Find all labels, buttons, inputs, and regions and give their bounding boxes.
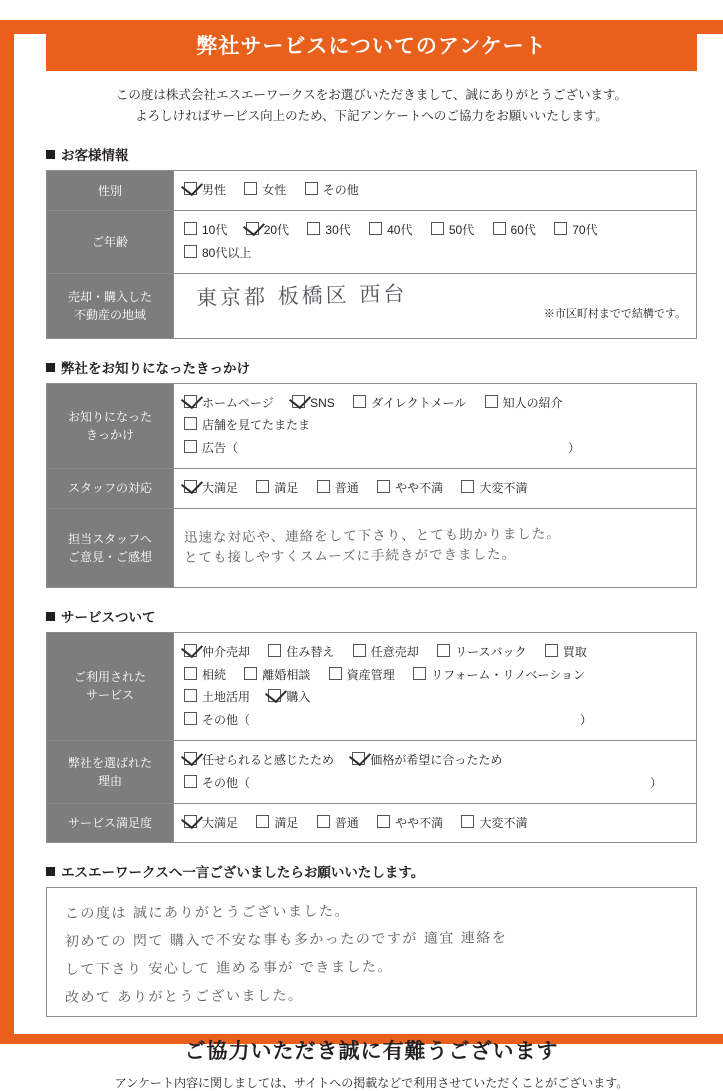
checkbox-trigger-referral[interactable]: [485, 392, 563, 415]
checkbox-label: 広告（: [202, 441, 239, 456]
checkbox-box-icon: [352, 752, 365, 765]
table-row-used-service: [47, 632, 697, 740]
row-label-gender: 性別: [47, 171, 174, 211]
checkbox-satisfaction-satisfied[interactable]: [256, 812, 298, 835]
checkbox-label: やや不満: [395, 815, 444, 830]
footer-note: アンケート内容に関しましては、サイトへの掲載などで利用させていただくことがございます。: [114, 1076, 629, 1091]
checkbox-staff-response-slightly-dissatisfied[interactable]: [377, 477, 443, 500]
checkbox-box-icon: [485, 395, 498, 408]
row-label-trigger: [47, 383, 174, 468]
region-handwritten-value: 東京都 板橋区 西台: [195, 281, 408, 310]
checkbox-staff-response-satisfied[interactable]: [256, 477, 298, 500]
checkbox-label: 離婚相談: [262, 667, 311, 682]
checkbox-label: 大満足: [202, 481, 239, 496]
checkbox-service-leaseback[interactable]: [437, 641, 526, 664]
intro-line-2: よろしければサービス向上のため、下記アンケートへのご協力をお願いいたします。: [135, 108, 608, 123]
checkbox-service-reform-renovation[interactable]: [413, 664, 585, 687]
checkbox-box-icon: [292, 395, 305, 408]
checkbox-box-icon: [184, 644, 197, 657]
checkbox-label: 70代: [572, 223, 598, 238]
checkbox-label: リフォーム・リノベーション: [431, 667, 586, 682]
checkbox-label: ダイレクトメール: [371, 395, 467, 410]
checkbox-age-50s[interactable]: [431, 219, 474, 242]
checkbox-box-icon: [353, 644, 366, 657]
row-field-staff-comment[interactable]: [174, 508, 697, 587]
checkbox-trigger-direct-mail[interactable]: [353, 392, 466, 415]
row-label-staff-comment-line-1: 担当スタッフへ: [68, 531, 152, 546]
checkbox-box-icon: [184, 417, 197, 430]
checkbox-label: 大変不満: [479, 481, 528, 496]
row-label-used-service-line-2: サービス: [85, 688, 134, 703]
age-options-row-1: [184, 219, 686, 242]
trigger-options-row-1: [184, 392, 686, 415]
checkbox-box-icon: [268, 689, 281, 702]
table-row-satisfaction: [47, 803, 697, 843]
section-heading-customer-info: [46, 144, 697, 164]
checkbox-label: その他（: [202, 775, 251, 790]
checkbox-label: やや不満: [395, 481, 444, 496]
thanks-message: ご協力いただき誠に有難うございます: [184, 1040, 559, 1064]
checkbox-age-80s-plus[interactable]: [184, 242, 251, 265]
trigger-options-row-2: [184, 414, 686, 460]
bullet-square-icon: [46, 867, 55, 876]
checkbox-label: リースバック: [455, 644, 527, 659]
checkbox-box-icon: [184, 480, 197, 493]
free-comment-box[interactable]: [46, 887, 697, 1017]
checkbox-label: 店舗を見てたまたま: [202, 418, 311, 433]
checkbox-age-70s[interactable]: [554, 219, 597, 242]
checkbox-label: 女性: [262, 183, 287, 198]
checkbox-label: ホームページ: [202, 395, 274, 410]
checkbox-service-inheritance[interactable]: [184, 664, 226, 687]
checkbox-age-60s[interactable]: [493, 219, 536, 242]
checkbox-trigger-homepage[interactable]: [184, 392, 274, 415]
row-field-staff-response: [174, 469, 697, 509]
checkbox-box-icon: [431, 222, 444, 235]
intro-text: [46, 85, 697, 126]
checkbox-label: 満足: [274, 481, 299, 496]
checkbox-box-icon: [329, 667, 342, 680]
row-field-used-service: [174, 632, 697, 740]
row-label-used-service-line-1: ご利用された: [73, 670, 146, 685]
checkbox-box-icon: [256, 815, 269, 828]
checkbox-label: 買取: [562, 644, 587, 659]
checkbox-label: その他: [322, 183, 359, 198]
checkbox-gender-female[interactable]: [244, 179, 286, 202]
row-field-satisfaction: [174, 803, 697, 843]
checkbox-box-icon: [461, 480, 474, 493]
row-label-used-service: [47, 632, 174, 740]
section-heading-how-found: [46, 357, 697, 377]
checkbox-label: 普通: [334, 481, 359, 496]
age-options-row-2: [184, 242, 686, 265]
checkbox-box-icon: [184, 712, 197, 725]
free-comment-line-4: 改めて ありがとうございました。: [64, 988, 304, 1007]
table-row-staff-response: [47, 469, 697, 509]
checkbox-trigger-advertisement[interactable]: [184, 437, 580, 460]
checkbox-box-icon: [307, 222, 320, 235]
staff-comment-handwritten-line-2: とても接しやすくスムーズに手続きができました。: [183, 546, 517, 566]
checkbox-service-voluntary-sale[interactable]: [353, 641, 419, 664]
row-label-region-line-2: 不動産の地域: [73, 307, 146, 322]
checkbox-label: 任せられると感じたため: [202, 753, 335, 768]
checkbox-reason-other[interactable]: [184, 772, 662, 795]
checkbox-label: 80代以上: [202, 245, 252, 260]
checkbox-box-icon: [369, 222, 382, 235]
checkbox-service-other[interactable]: [184, 709, 592, 732]
region-note: ※市区町村までで結構です。: [543, 307, 686, 320]
reason-paren-close: ）: [650, 775, 663, 790]
checkbox-label: 20代: [263, 223, 290, 238]
page-title: 弊社サービスについてのアンケート: [46, 20, 697, 71]
checkbox-box-icon: [413, 667, 426, 680]
customer-info-table: [46, 170, 697, 338]
checkbox-satisfaction-normal[interactable]: [317, 812, 359, 835]
used-service-options-row-3: [184, 686, 686, 732]
row-label-region: [47, 273, 174, 338]
checkbox-reason-trustworthy[interactable]: [184, 749, 334, 772]
checkbox-label: 40代: [387, 223, 413, 238]
row-field-region[interactable]: [174, 273, 697, 338]
service-table: [46, 632, 697, 844]
table-row-reason: [47, 741, 697, 804]
table-row-gender: [47, 171, 697, 211]
checkbox-box-icon: [554, 222, 567, 235]
checkbox-box-icon: [184, 667, 197, 680]
section-heading-service-label: サービスついて: [61, 609, 156, 625]
section-heading-service: [46, 606, 697, 626]
checkbox-label: 相続: [202, 667, 227, 682]
checkbox-box-icon: [184, 182, 197, 195]
page-content: [14, 20, 723, 1091]
checkbox-age-20s[interactable]: [246, 219, 289, 242]
bullet-square-icon: [46, 363, 55, 372]
checkbox-label: 資産管理: [346, 667, 395, 682]
staff-comment-handwritten-line-1: 迅速な対応や、連絡をして下さり、とても助かりました。: [183, 525, 561, 546]
checkbox-label: 10代: [202, 223, 228, 238]
checkbox-label: 知人の紹介: [502, 395, 563, 410]
checkbox-label: SNS: [310, 395, 335, 410]
checkbox-box-icon: [184, 775, 197, 788]
checkbox-box-icon: [317, 815, 330, 828]
checkbox-label: 大満足: [202, 815, 239, 830]
free-comment-line-1: この度は 誠にありがとうございました。: [64, 903, 351, 923]
checkbox-age-40s[interactable]: [369, 219, 412, 242]
row-label-trigger-line-2: きっかけ: [85, 427, 134, 442]
used-service-options-row-2: [184, 664, 686, 687]
checkbox-service-move[interactable]: [268, 641, 334, 664]
checkbox-label: その他（: [202, 713, 251, 728]
checkbox-box-icon: [246, 222, 259, 235]
row-label-reason: [47, 741, 174, 804]
section-heading-how-found-label: 弊社をお知りになったきっかけ: [61, 360, 250, 376]
row-label-trigger-line-1: お知りになった: [67, 409, 152, 424]
checkbox-box-icon: [184, 752, 197, 765]
table-row-region: [47, 273, 697, 338]
checkbox-service-purchase[interactable]: [268, 686, 310, 709]
checkbox-trigger-walkin[interactable]: [184, 414, 310, 437]
row-field-gender: [174, 171, 697, 211]
bullet-square-icon: [46, 150, 55, 159]
checkbox-box-icon: [256, 480, 269, 493]
section-heading-customer-info-label: お客様情報: [61, 148, 129, 164]
checkbox-label: 60代: [510, 223, 536, 238]
checkbox-box-icon: [305, 182, 318, 195]
table-row-age: [47, 211, 697, 274]
checkbox-label: 男性: [202, 183, 227, 198]
checkbox-satisfaction-very-satisfied[interactable]: [184, 812, 238, 835]
intro-line-1: この度は株式会社エスエーワークスをお選びいただきまして、誠にありがとうございます。: [115, 88, 628, 102]
checkbox-box-icon: [184, 440, 197, 453]
row-label-age: ご年齢: [47, 211, 174, 274]
checkbox-label: 50代: [448, 223, 475, 238]
checkbox-staff-response-normal[interactable]: [317, 477, 359, 500]
checkbox-staff-response-very-dissatisfied[interactable]: [461, 477, 527, 500]
checkbox-box-icon: [268, 644, 281, 657]
checkbox-box-icon: [184, 815, 197, 828]
used-service-options-row-1: [184, 641, 686, 664]
how-found-table: [46, 383, 697, 588]
checkbox-service-purchase-by-company[interactable]: [545, 641, 587, 664]
section-heading-free-comment: [46, 861, 697, 881]
row-field-age: [174, 211, 697, 274]
checkbox-label: 30代: [325, 223, 351, 238]
survey-page: [0, 20, 723, 1091]
bullet-square-icon: [46, 612, 55, 621]
checkbox-label: 普通: [334, 815, 359, 830]
row-label-staff-comment-line-2: ご意見・ご感想: [67, 549, 152, 564]
trigger-paren-close: ）: [568, 441, 581, 456]
table-row-staff-comment: [47, 508, 697, 587]
checkbox-box-icon: [377, 480, 390, 493]
checkbox-box-icon: [377, 815, 390, 828]
reason-options-row-1: [184, 749, 686, 772]
checkbox-satisfaction-slightly-dissatisfied[interactable]: [377, 812, 443, 835]
row-field-reason: [174, 741, 697, 804]
row-label-staff-response: スタッフの対応: [47, 469, 174, 509]
checkbox-box-icon: [545, 644, 558, 657]
checkbox-gender-male[interactable]: [184, 179, 226, 202]
checkbox-service-brokerage-sale[interactable]: [184, 641, 250, 664]
table-row-trigger: [47, 383, 697, 468]
checkbox-label: 土地活用: [202, 690, 251, 705]
service-paren-close: ）: [580, 713, 593, 728]
checkbox-satisfaction-very-dissatisfied[interactable]: [461, 812, 527, 835]
checkbox-age-30s[interactable]: [307, 219, 350, 242]
row-label-reason-line-1: 弊社を選ばれた: [67, 755, 152, 770]
checkbox-label: 住み替え: [286, 644, 335, 659]
row-field-trigger: [174, 383, 697, 468]
checkbox-box-icon: [461, 815, 474, 828]
checkbox-box-icon: [184, 245, 197, 258]
checkbox-box-icon: [244, 667, 257, 680]
row-label-reason-line-2: 理由: [97, 773, 122, 788]
checkbox-age-10s[interactable]: [184, 219, 227, 242]
checkbox-reason-price[interactable]: [352, 749, 502, 772]
checkbox-service-land-use[interactable]: [184, 686, 250, 709]
row-label-staff-comment: [47, 508, 174, 587]
checkbox-trigger-sns[interactable]: [292, 392, 335, 415]
checkbox-box-icon: [184, 222, 197, 235]
checkbox-box-icon: [244, 182, 257, 195]
free-comment-line-2: 初めての 閃て 購入で不安な事も多かったのですが 適宜 連絡を: [64, 930, 508, 951]
free-comment-line-3: して下さり 安心して 進める事が できました。: [64, 959, 393, 979]
checkbox-label: 任意売却: [370, 644, 419, 659]
checkbox-staff-response-very-satisfied[interactable]: [184, 477, 238, 500]
checkbox-box-icon: [493, 222, 506, 235]
checkbox-box-icon: [353, 395, 366, 408]
checkbox-label: 仲介売却: [202, 644, 251, 659]
checkbox-label: 購入: [286, 690, 311, 705]
checkbox-label: 満足: [274, 815, 299, 830]
row-label-region-line-1: 売却・購入した: [67, 289, 152, 304]
checkbox-box-icon: [184, 689, 197, 702]
reason-options-row-2: [184, 772, 686, 795]
row-label-satisfaction: サービス満足度: [47, 803, 174, 843]
checkbox-label: 価格が希望に合ったため: [370, 753, 503, 768]
checkbox-box-icon: [437, 644, 450, 657]
checkbox-box-icon: [184, 395, 197, 408]
checkbox-gender-other[interactable]: [305, 179, 359, 202]
checkbox-box-icon: [317, 480, 330, 493]
section-heading-free-comment-label: エスエーワークスへ一言ございましたらお願いいたします。: [61, 865, 425, 881]
checkbox-label: 大変不満: [479, 815, 528, 830]
checkbox-service-asset-management[interactable]: [329, 664, 395, 687]
